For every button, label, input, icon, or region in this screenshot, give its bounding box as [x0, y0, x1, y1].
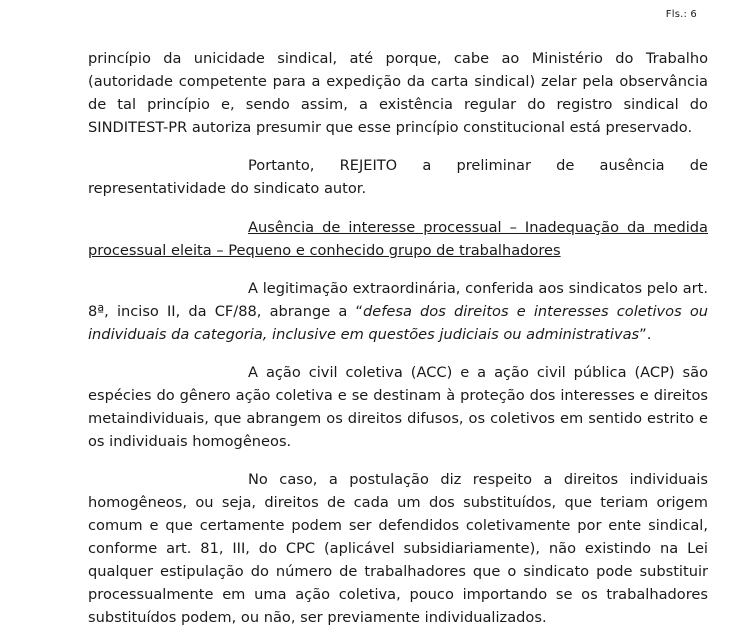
page-number: Fls.: 6 — [665, 9, 697, 20]
section-heading — [88, 216, 708, 262]
section-heading-text: Ausência de interesse processual – Inadequação da medida processual eleita – Pequeno e conhecido grupo de trabalhadores — [88, 219, 708, 259]
paragraph-unicidade-sindical: princípio da unicidade sindical, até porque, cabe ao Ministério do Trabalho (autoridade competente para a expedição da carta sindical) zelar pela observância de tal princípio e, sendo assim, a existência regular do registro sindical do SINDITEST-PR autoriza presumir que esse princípio constitucional está preservado. — [88, 50, 708, 136]
paragraph-acao-coletiva: A ação civil coletiva (ACC) e a ação civil pública (ACP) são espécies do gênero ação coletiva e se destinam à proteção dos interesses e direitos metaindividuais, que abrangem os direitos difusos, os coletivos em sentido estrito e os individuais homogêneos. — [88, 364, 708, 450]
paragraph-legitimacao-quote: defesa dos direitos e interesses coletivos ou individuais da categoria, inclusive em questões judiciais ou administrativas — [88, 303, 708, 343]
document-body — [88, 47, 708, 629]
paragraph-no-caso: No caso, a postulação diz respeito a direitos individuais homogêneos, ou seja, direitos de cada um dos substituídos, que teriam origem comum e que certamente podem ser defendidos coletivamente por ente sindical, conforme art. 81, III, do CPC (aplicável subsidiariamente), não existindo na Lei qualquer estipulação do número de trabalhadores que o sindicato pode substituir processualmente em uma ação coletiva, pouco importando se os trabalhadores substituídos podem, ou não, ser previamente individualizados. — [88, 471, 708, 626]
paragraph-legitimacao — [88, 277, 708, 346]
paragraph-legitimacao-end: ”. — [639, 326, 652, 343]
paragraph-rejeito-preliminar: Portanto, REJEITO a preliminar de ausência de representatividade do sindicato autor. — [88, 157, 708, 197]
paragraph-legitimacao-start: A legitimação extraordinária, conferida aos sindicatos pelo art. 8ª, inciso II, da CF/88, abrange a “ — [88, 280, 708, 320]
